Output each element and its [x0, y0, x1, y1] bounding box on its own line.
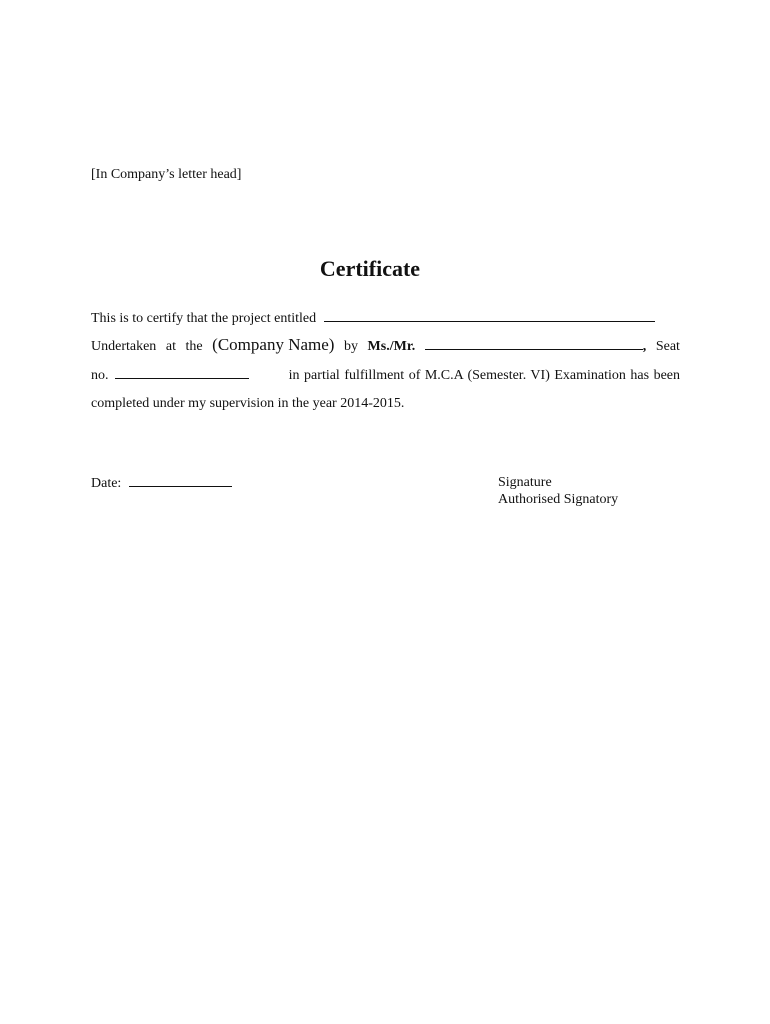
- student-name-blank: [425, 337, 643, 350]
- word-no: no.: [91, 368, 109, 383]
- signature-label: Signature: [498, 475, 552, 490]
- certify-line-4: completed under my supervision in the year 2014-2015.: [91, 396, 405, 411]
- company-name-placeholder: (Company Name): [212, 335, 335, 354]
- date-blank: [129, 474, 232, 487]
- ms-mr-label: Ms./Mr.: [367, 339, 416, 354]
- letterhead-note: [In Company’s letter head]: [91, 167, 242, 182]
- certify-line-3: [91, 366, 680, 385]
- fulfillment-text: in partial fulfillment of M.C.A (Semester. VI) Examination has been: [288, 368, 680, 383]
- date-line: [91, 474, 232, 493]
- page-title: Certificate: [319, 256, 421, 281]
- word-the: the: [185, 339, 203, 354]
- certify-text: This is to certify that the project entitled: [91, 311, 317, 326]
- certify-line-2: [91, 336, 680, 356]
- authorised-signatory-label: Authorised Signatory: [498, 492, 619, 507]
- certify-line-1: [91, 309, 655, 328]
- date-label: Date:: [91, 476, 122, 491]
- word-seat: Seat: [655, 339, 680, 354]
- comma: ,: [642, 339, 647, 354]
- student-name-group: [425, 337, 647, 356]
- seat-no-blank: [115, 366, 249, 379]
- word-at: at: [165, 339, 176, 354]
- project-title-blank: [324, 309, 655, 322]
- seat-no-group: [91, 366, 249, 385]
- word-by: by: [344, 339, 358, 354]
- word-undertaken: Undertaken: [91, 339, 157, 354]
